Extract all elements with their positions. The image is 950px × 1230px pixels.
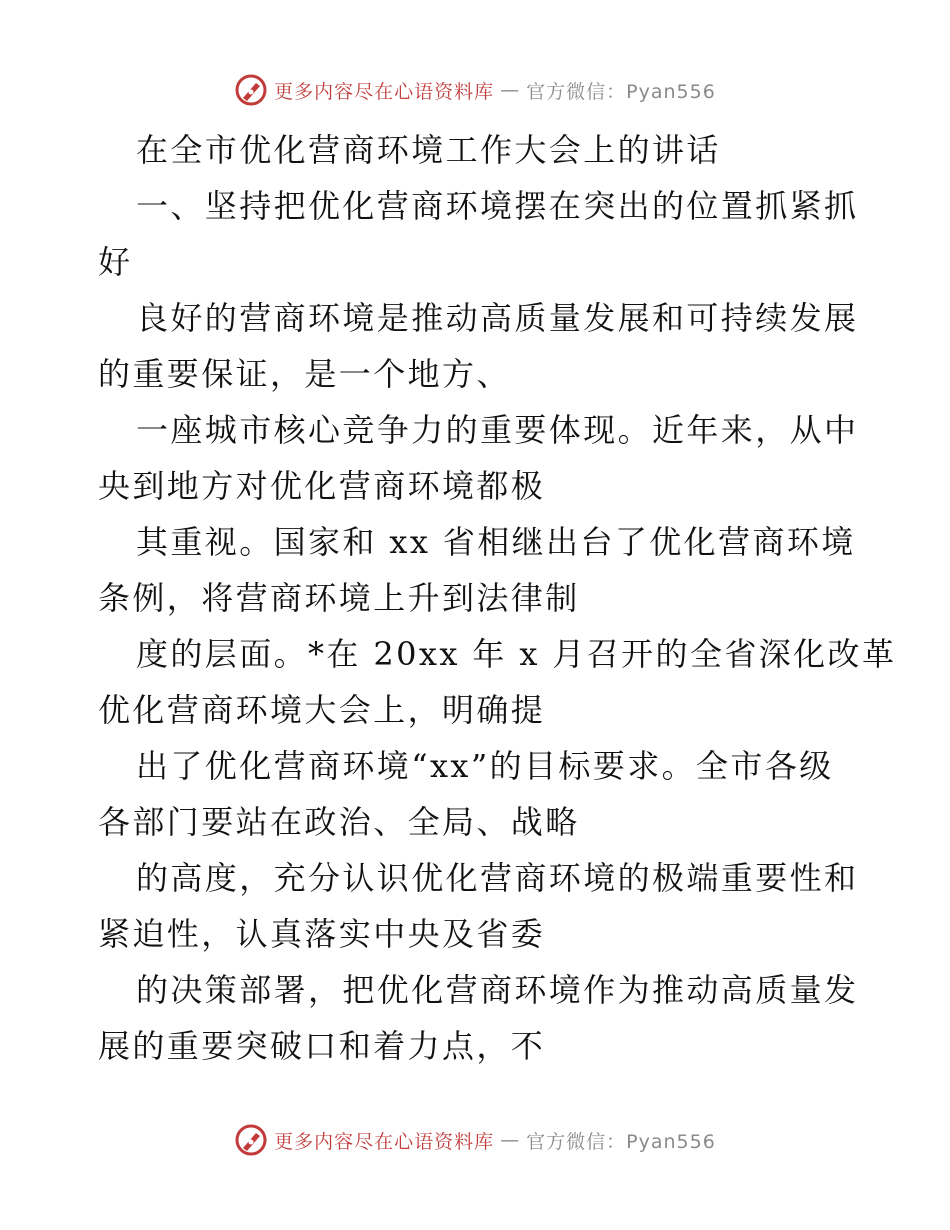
paragraph-line: 度的层面。*在 20xx 年 x 月召开的全省深化改革 — [136, 635, 897, 673]
footer-watermark — [0, 1120, 950, 1160]
paragraph-line: 央到地方对优化营商环境都极 — [98, 467, 546, 505]
paragraph-line: 的高度，充分认识优化营商环境的极端重要性和 — [136, 859, 859, 897]
paragraph-line: 一座城市核心竞争力的重要体现。近年来，从中 — [136, 411, 859, 449]
document-body — [98, 122, 897, 1074]
paragraph-line: 紧迫性，认真落实中央及省委 — [98, 915, 546, 953]
paragraph-line: 展的重要突破口和着力点，不 — [98, 1027, 546, 1065]
paragraph-line: 条例，将营商环境上升到法律制 — [98, 579, 580, 617]
watermark-brand: 更多内容尽在心语资料库 — [274, 1130, 495, 1153]
paragraph-line: 良好的营商环境是推动高质量发展和可持续发展 — [136, 299, 859, 337]
watermark-wechat: 官方微信：Pyan556 — [526, 1130, 716, 1153]
paragraph-line: 其重视。国家和 xx 省相继出台了优化营商环境 — [136, 523, 856, 561]
paragraph-line: 出了优化营商环境“xx”的目标要求。全市各级 — [136, 747, 834, 785]
paragraph-line: 优化营商环境大会上，明确提 — [98, 691, 546, 729]
watermark-wechat: 官方微信：Pyan556 — [526, 80, 716, 103]
pen-logo-icon — [234, 73, 268, 107]
watermark-separator: — — [500, 1129, 521, 1151]
section-heading-continued: 好 — [98, 243, 133, 281]
watermark-brand: 更多内容尽在心语资料库 — [274, 80, 495, 103]
section-heading: 一、坚持把优化营商环境摆在突出的位置抓紧抓 — [136, 187, 859, 225]
paragraph-line: 的决策部署，把优化营商环境作为推动高质量发 — [136, 971, 859, 1009]
document-title: 在全市优化营商环境工作大会上的讲话 — [136, 131, 721, 169]
watermark-separator: — — [500, 79, 521, 101]
pen-logo-icon — [234, 1123, 268, 1157]
header-watermark — [0, 70, 950, 110]
paragraph-line: 各部门要站在政治、全局、战略 — [98, 803, 580, 841]
paragraph-line: 的重要保证，是一个地方、 — [98, 355, 511, 393]
